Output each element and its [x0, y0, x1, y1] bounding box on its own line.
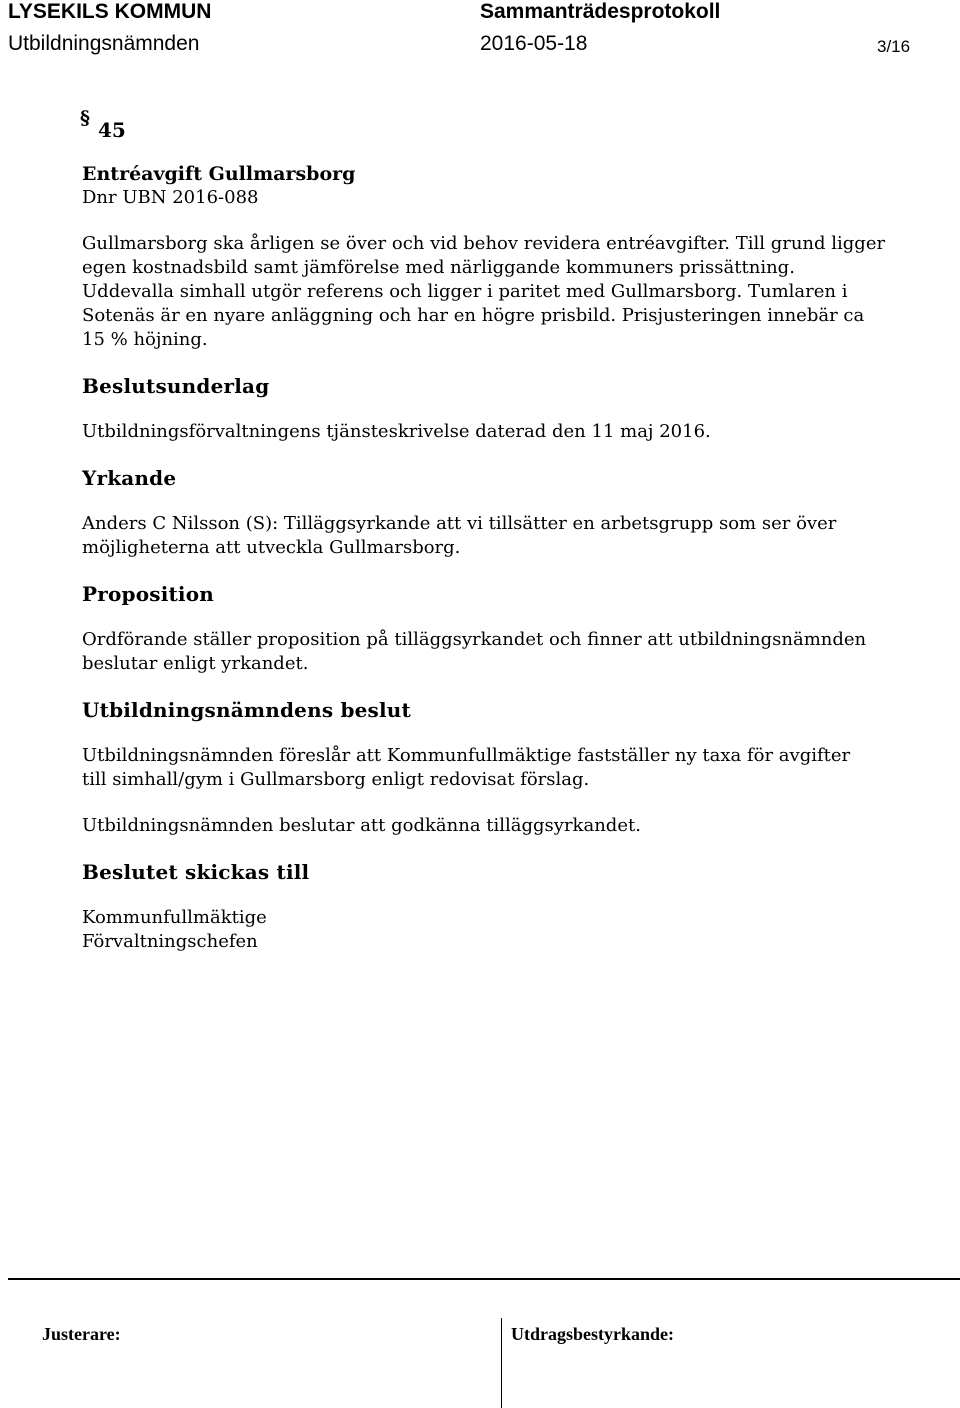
- recipient: Förvaltningschefen: [82, 931, 258, 952]
- heading-yrkande: Yrkande: [82, 466, 177, 490]
- yrkande-paragraph: [82, 512, 932, 560]
- document-type: Sammanträdesprotokoll: [480, 0, 721, 23]
- case-title: Entréavgift Gullmarsborg: [82, 163, 356, 185]
- intro-paragraph: [82, 232, 932, 352]
- recipient: Kommunfullmäktige: [82, 907, 267, 928]
- beslutsunderlag-text: Utbildningsförvaltningens tjänsteskrivelse daterad den 11 maj 2016.: [82, 421, 711, 442]
- intro-line: 15 % höjning.: [82, 329, 208, 350]
- organization-name: LYSEKILS KOMMUN: [8, 0, 212, 23]
- page-number: 3/16: [877, 37, 911, 56]
- footer-rule: [8, 1278, 960, 1280]
- beslut-line: till simhall/gym i Gullmarsborg enligt redovisat förslag.: [82, 769, 590, 790]
- utdragsbestyrkande-label: Utdragsbestyrkande:: [511, 1324, 675, 1344]
- beslut-line: Utbildningsnämnden föreslår att Kommunfullmäktige fastställer ny taxa för avgifter: [82, 745, 851, 766]
- justerare-label: Justerare:: [42, 1324, 121, 1344]
- intro-line: Sotenäs är en nyare anläggning och har en högre prisbild. Prisjusteringen innebär ca: [82, 305, 865, 326]
- intro-line: Gullmarsborg ska årligen se över och vid behov revidera entréavgifter. Till grund ligger: [82, 233, 886, 254]
- protocol-content: [80, 107, 932, 954]
- intro-line: Uddevalla simhall utgör referens och ligger i paritet med Gullmarsborg. Tumlaren i: [82, 281, 848, 302]
- proposition-line: beslutar enligt yrkandet.: [82, 653, 309, 674]
- yrkande-line: Anders C Nilsson (S): Tilläggsyrkande att vi tillsätter en arbetsgrupp som ser över: [82, 513, 837, 534]
- recipient-list: [82, 906, 932, 954]
- section-symbol: §: [80, 107, 90, 129]
- footer-divider: [501, 1318, 502, 1408]
- heading-beslutet-skickas-till: Beslutet skickas till: [82, 860, 310, 884]
- heading-beslut: Utbildningsnämndens beslut: [82, 698, 411, 722]
- proposition-paragraph: [82, 628, 932, 676]
- committee-name: Utbildningsnämnden: [8, 32, 200, 55]
- heading-beslutsunderlag: Beslutsunderlag: [82, 374, 270, 398]
- intro-line: egen kostnadsbild samt jämförelse med närliggande kommuners prissättning.: [82, 257, 795, 278]
- beslut-paragraph-2: Utbildningsnämnden beslutar att godkänna tilläggsyrkandet.: [82, 815, 641, 836]
- paragraph-heading: [80, 107, 932, 152]
- paragraph-number: 45: [98, 118, 126, 142]
- proposition-line: Ordförande ställer proposition på tilläggsyrkandet och finner att utbildningsnämnden: [82, 629, 867, 650]
- case-dnr: Dnr UBN 2016-088: [82, 187, 259, 208]
- yrkande-line: möjligheterna att utveckla Gullmarsborg.: [82, 537, 461, 558]
- heading-proposition: Proposition: [82, 582, 215, 606]
- meeting-date: 2016-05-18: [480, 32, 588, 55]
- beslut-paragraph-1: [82, 744, 932, 792]
